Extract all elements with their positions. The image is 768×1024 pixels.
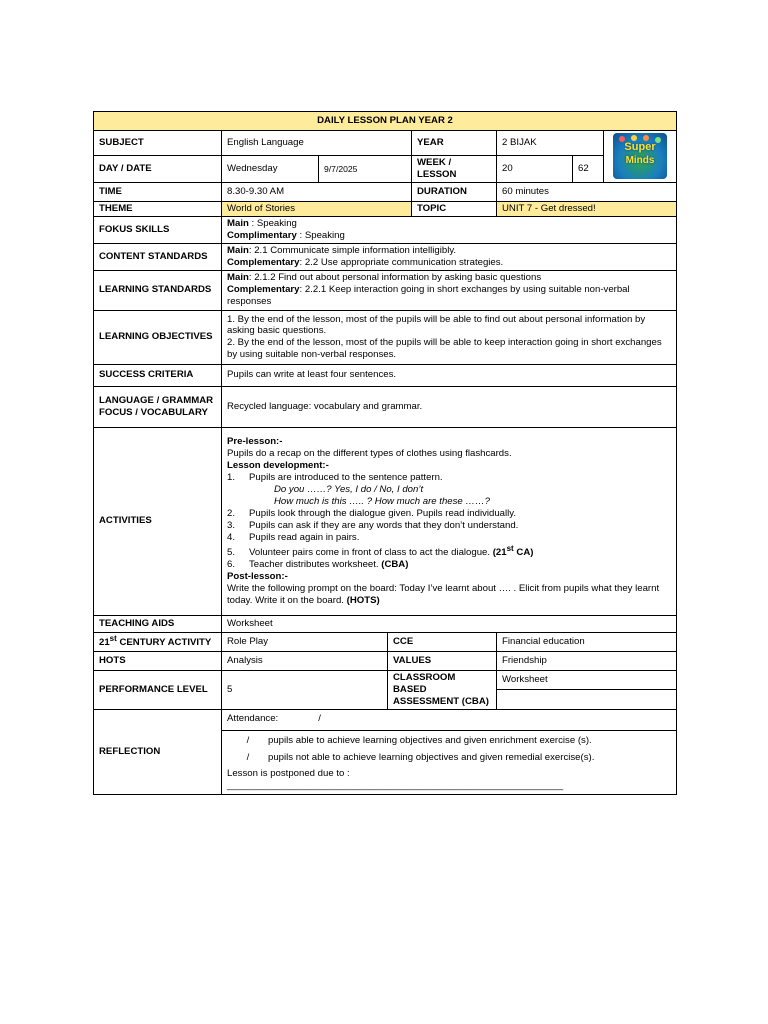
topic-value: UNIT 7 - Get dressed! — [497, 201, 677, 216]
date-value: 9/7/2025 — [319, 156, 412, 183]
time-label: TIME — [94, 182, 222, 201]
super-minds-logo — [613, 133, 667, 179]
content-comp-label: Complementary — [227, 256, 300, 268]
century-activity-label: 21st CENTURY ACTIVITY — [94, 632, 222, 651]
cce-label: CCE — [388, 632, 497, 651]
subject-label: SUBJECT — [94, 131, 222, 156]
week-value: 20 — [497, 156, 573, 183]
content-standards-value — [222, 243, 677, 270]
language-focus-value: Recycled language: vocabulary and grammar. — [222, 386, 677, 427]
success-criteria-label: SUCCESS CRITERIA — [94, 364, 222, 386]
attendance-label: Attendance: — [227, 713, 279, 725]
teaching-aids-value: Worksheet — [222, 615, 677, 632]
ls-comp-label: Complementary — [227, 284, 300, 296]
lesson-plan-table — [93, 111, 677, 795]
post-lesson-text: Write the following prompt on the board: Today I’ve learnt about …. . Elicit from pupils what they learnt today. Write it on the board. (HOTS) — [227, 582, 660, 606]
attendance-row — [222, 711, 676, 731]
learning-standards-label: LEARNING STANDARDS — [94, 270, 222, 310]
activity-step-1: 1. Pupils are introduced to the sentence pattern. — [227, 471, 443, 483]
logo-text-1: Super — [624, 141, 656, 154]
cba-label: CLASSROOM BASED ASSESSMENT (CBA) — [388, 670, 497, 709]
performance-level-value: 5 — [222, 670, 388, 709]
week-label: WEEK / LESSON — [412, 156, 497, 183]
lesson-plan-sheet — [93, 111, 676, 792]
century-activity-value: Role Play — [222, 632, 388, 651]
fokus-main-label: Main — [227, 217, 249, 229]
enrichment-line: / pupils able to achieve learning objectives and given enrichment exercise (s). — [246, 735, 592, 747]
logo-cell — [604, 131, 677, 183]
objective-2: 2. By the end of the lesson, most of the pupils will be able to keep interaction going in short exchanges by using suitable non-verbal responses. — [227, 337, 662, 361]
activity-step-4: 4. Pupils read again in pairs. — [227, 531, 360, 543]
time-value: 8.30-9.30 AM — [222, 182, 412, 201]
cba-value: Worksheet — [497, 671, 676, 690]
learning-objectives-label: LEARNING OBJECTIVES — [94, 310, 222, 364]
subject-value: English Language — [222, 131, 412, 156]
activities-value — [222, 427, 677, 615]
learning-objectives-value — [222, 310, 677, 364]
duration-value: 60 minutes — [497, 182, 677, 201]
reflection-value — [222, 709, 677, 794]
hots-label: HOTS — [94, 651, 222, 670]
theme-value: World of Stories — [222, 201, 412, 216]
postponed-blank-line: _______________________________________________________________ — [227, 780, 564, 792]
content-main-label: Main — [227, 244, 249, 256]
objective-1: 1. By the end of the lesson, most of the pupils will be able to find out about personal information by asking basic questions. — [227, 313, 646, 337]
cba-value-cell — [497, 670, 677, 709]
content-main-value: : 2.1 Communicate simple information intelligibly. — [248, 244, 457, 256]
cce-value: Financial education — [497, 632, 677, 651]
duration-label: DURATION — [412, 182, 497, 201]
logo-text-2: Minds — [625, 155, 655, 167]
ls-main-value: : 2.1.2 Find out about personal information by asking basic questions — [248, 272, 542, 284]
year-value: 2 BIJAK — [497, 131, 604, 156]
activities-label: ACTIVITIES — [94, 427, 222, 615]
lesson-development-label: Lesson development:- — [227, 459, 329, 471]
activity-step-3: 3. Pupils can ask if they are any words that they don’t understand. — [227, 519, 519, 531]
post-lesson-label: Post-lesson:- — [227, 571, 288, 582]
reflection-notes — [222, 731, 676, 792]
fokus-comp-value: : Speaking — [296, 229, 345, 241]
fokus-skills-label: FOKUS SKILLS — [94, 216, 222, 243]
lesson-value: 62 — [573, 156, 604, 183]
values-label: VALUES — [388, 651, 497, 670]
activity-step-5: 5. Volunteer pairs come in front of class to act the dialogue. (21st CA) — [227, 543, 534, 559]
content-standards-label: CONTENT STANDARDS — [94, 243, 222, 270]
year-label: YEAR — [412, 131, 497, 156]
ls-main-label: Main — [227, 272, 249, 284]
sentence-pattern-2: How much is this ….. ? How much are these ……? — [274, 495, 490, 507]
activity-step-6: 6. Teacher distributes worksheet. (CBA) — [227, 559, 409, 571]
attendance-slash: / — [318, 713, 321, 725]
day-label: DAY / DATE — [94, 156, 222, 183]
step5-tag: (21st CA) — [492, 543, 534, 559]
activity-step-2: 2. Pupils look through the dialogue given. Pupils read individually. — [227, 507, 517, 519]
reflection-label: REFLECTION — [94, 709, 222, 794]
sentence-pattern-1: Do you ……? Yes, I do / No, I don’t — [274, 483, 424, 495]
language-focus-label: LANGUAGE / GRAMMAR FOCUS / VOCABULARY — [94, 386, 222, 427]
hots-value: Analysis — [222, 651, 388, 670]
topic-label: TOPIC — [412, 201, 497, 216]
ls-comp-value: : 2.2.1 Keep interaction going in short exchanges by using suitable non-verbal responses — [227, 284, 630, 308]
page-title: DAILY LESSON PLAN YEAR 2 — [94, 112, 677, 131]
learning-standards-value — [222, 270, 677, 310]
pre-lesson-label: Pre-lesson:- — [227, 435, 283, 447]
pre-lesson-text: Pupils do a recap on the different types of clothes using flashcards. — [227, 447, 512, 459]
fokus-main-value: : Speaking — [248, 217, 297, 229]
cba-blank — [497, 690, 676, 709]
teaching-aids-label: TEACHING AIDS — [94, 615, 222, 632]
performance-level-label: PERFORMANCE LEVEL — [94, 670, 222, 709]
fokus-skills-value — [222, 216, 677, 243]
success-criteria-value: Pupils can write at least four sentences. — [222, 364, 677, 386]
day-value: Wednesday — [222, 156, 319, 183]
postponed-line: Lesson is postponed due to : — [227, 768, 350, 780]
theme-label: THEME — [94, 201, 222, 216]
values-value: Friendship — [497, 651, 677, 670]
fokus-comp-label: Complimentary — [227, 229, 297, 241]
remedial-line: / pupils not able to achieve learning objectives and given remedial exercise(s). — [246, 752, 595, 764]
content-comp-value: : 2.2 Use appropriate communication strategies. — [299, 256, 504, 268]
